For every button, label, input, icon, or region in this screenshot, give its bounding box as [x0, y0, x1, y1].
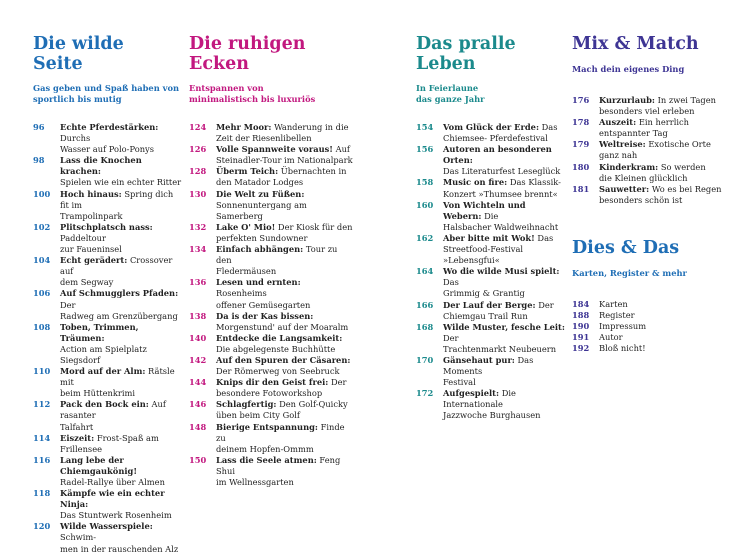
- toc-entry[interactable]: [189, 277, 354, 310]
- toc-entry[interactable]: [33, 189, 183, 222]
- toc-entry[interactable]: [33, 322, 183, 366]
- toc-entry[interactable]: [416, 300, 566, 322]
- entry-heading: Music on fire:: [443, 177, 508, 188]
- toc-entry[interactable]: [416, 200, 566, 233]
- entry-text: Finde zu: [216, 421, 345, 443]
- entry-text-continued: Fledermäusen: [216, 266, 277, 277]
- entry-heading: Lake O' Mio!: [216, 221, 276, 232]
- entry-heading: Kurzurlaub:: [599, 95, 655, 105]
- page-number: 138: [189, 310, 207, 321]
- entry-text-continued: Grimmig & Grantig: [443, 288, 525, 299]
- page-number: 110: [33, 366, 51, 377]
- section-quiet-list: [189, 122, 354, 488]
- entry-text: Register: [599, 310, 635, 321]
- page-number: 168: [416, 321, 434, 332]
- entry-heading: Einfach abhängen:: [216, 244, 304, 255]
- page-number: 188: [572, 310, 590, 321]
- page-number: 154: [416, 122, 434, 132]
- entry-text: In zwei Tagen: [654, 95, 716, 105]
- entry-text: Der: [60, 299, 76, 310]
- entry-text: Exotische Orte: [645, 139, 711, 150]
- entry-text: Durchs: [60, 133, 91, 144]
- toc-entry[interactable]: [416, 355, 566, 388]
- entry-text-continued: Der Römerweg von Seebruck: [216, 366, 340, 377]
- page-number: 98: [33, 155, 45, 166]
- page-number: 132: [189, 221, 207, 232]
- toc-entry[interactable]: [572, 310, 722, 321]
- toc-entry[interactable]: [416, 122, 566, 144]
- page-number: 140: [189, 332, 207, 343]
- entry-text-continued: offener Gemüsegarten: [216, 299, 311, 310]
- section-misc: [572, 238, 722, 354]
- toc-entry[interactable]: [33, 366, 183, 399]
- entry-heading: Überm Teich:: [216, 166, 279, 177]
- entry-text: Spring dich fit im: [60, 188, 174, 210]
- entry-heading: Auf Schmugglers Pfaden:: [60, 288, 179, 299]
- entry-text-continued: Action am Spielplatz Siegsdorf: [60, 343, 147, 365]
- entry-text: Frost-Spaß am Frillensee: [60, 432, 159, 454]
- entry-heading: Die Welt zu Füßen:: [216, 188, 305, 199]
- entry-text-continued: Sonnenuntergang am Samerberg: [216, 199, 307, 221]
- entry-text-continued: Morgenstund' auf der Moaralm: [216, 321, 349, 332]
- entry-text: Crossover auf: [60, 255, 173, 277]
- entry-heading: Mord auf der Alm:: [60, 366, 146, 377]
- entry-text: Wo es bei Regen: [649, 183, 722, 194]
- section-life-title: Das pralle Leben: [416, 34, 516, 74]
- toc-entry[interactable]: [33, 399, 183, 432]
- toc-entry[interactable]: [189, 244, 354, 277]
- page-number: 172: [416, 388, 434, 399]
- section-wild-subtitle: Gas geben und Spaß haben von sportlich bis mutig: [33, 83, 180, 104]
- entry-text-continued: Radel-Rallye über Almen: [60, 477, 165, 487]
- toc-entry[interactable]: [33, 488, 183, 521]
- entry-text-continued: üben beim City Golf: [216, 410, 300, 421]
- page-number: 192: [572, 343, 590, 354]
- entry-text-continued: Radweg am Grenzübergang: [60, 310, 178, 321]
- section-life-list: [416, 122, 566, 422]
- entry-text: Impressum: [599, 321, 647, 332]
- entry-text-continued: dem Segway: [60, 277, 114, 288]
- toc-entry[interactable]: [189, 144, 354, 166]
- toc-entry[interactable]: [189, 355, 354, 377]
- entry-heading: Auszeit:: [599, 117, 637, 128]
- entry-text-continued: beim Hüttenkrimi: [60, 388, 136, 399]
- entry-text: Der: [443, 332, 459, 343]
- page-number: 162: [416, 232, 434, 243]
- toc-entry[interactable]: [572, 117, 722, 139]
- entry-text-continued: Jazzwoche Burghausen: [443, 410, 541, 421]
- toc-entry[interactable]: [416, 144, 566, 177]
- toc-entry[interactable]: [33, 222, 183, 255]
- page-number: 130: [189, 188, 207, 199]
- page-number: 124: [189, 122, 207, 132]
- toc-entry[interactable]: [189, 189, 354, 222]
- entry-text: Der Kiosk für den: [275, 221, 353, 232]
- toc-entry[interactable]: [572, 299, 722, 310]
- page-number: 170: [416, 354, 434, 365]
- entry-heading: Echte Pferdestärken:: [60, 122, 159, 132]
- entry-text-continued: deinem Hopfen-Ommm: [216, 443, 314, 454]
- entry-heading: Lass die Knochen krachen:: [60, 155, 142, 177]
- entry-heading: Aufgespielt:: [443, 388, 500, 399]
- section-quiet-title: Die ruhigen Ecken: [189, 34, 306, 74]
- toc-entry[interactable]: [572, 343, 722, 354]
- toc-entry[interactable]: [572, 139, 722, 161]
- entry-text-continued: Chiemgau Trail Run: [443, 310, 528, 321]
- toc-entry[interactable]: [572, 162, 722, 184]
- entry-text: Auf rasanter: [60, 399, 166, 421]
- entry-text-continued: entspannter Tag: [599, 128, 668, 139]
- toc-entry[interactable]: [189, 311, 354, 333]
- entry-heading: Kinderkram:: [599, 161, 659, 172]
- page-number: 106: [33, 288, 51, 299]
- toc-entry[interactable]: [189, 455, 354, 488]
- section-life: [416, 34, 566, 422]
- section-wild: [33, 34, 183, 555]
- entry-text-continued: Spielen wie ein echter Ritter: [60, 177, 182, 188]
- entry-heading: Wilde Muster, fesche Leit:: [443, 321, 565, 332]
- entry-heading: Auf den Spuren der Cäsaren:: [216, 354, 351, 365]
- page-number: 164: [416, 266, 434, 277]
- entry-heading: Mehr Moor:: [216, 122, 272, 132]
- entry-heading: Entdecke die Langsamkeit:: [216, 332, 343, 343]
- toc-entry[interactable]: [572, 184, 722, 206]
- entry-text: So werden: [658, 161, 706, 172]
- entry-text: Feng Shui: [216, 454, 341, 476]
- entry-text: Autor: [599, 332, 623, 343]
- entry-text: Die Internationale: [443, 388, 516, 410]
- entry-text-continued: Chiemsee- Pferdefestival: [443, 133, 548, 144]
- entry-heading: Von Wichteln und Webern:: [443, 199, 526, 221]
- page-number: 150: [189, 454, 207, 465]
- entry-heading: Vom Glück der Erde:: [443, 122, 540, 132]
- page-number: 118: [33, 488, 51, 499]
- entry-heading: Sauwetter:: [599, 183, 650, 194]
- toc-entry[interactable]: [33, 155, 183, 188]
- page-number: 104: [33, 255, 51, 266]
- entry-text: Der: [328, 377, 347, 388]
- toc-entry[interactable]: [416, 266, 566, 299]
- toc-entry[interactable]: [189, 222, 354, 244]
- page-number: 166: [416, 299, 434, 310]
- entry-text: Ein herrlich: [636, 117, 689, 128]
- entry-text-continued: zur Faueninsel: [60, 244, 122, 255]
- page-number: 112: [33, 399, 51, 410]
- section-misc-title: Dies & Das: [572, 238, 680, 258]
- entry-text: Das Moments: [443, 354, 534, 377]
- entry-heading: Wilde Wasserspiele:: [60, 521, 153, 532]
- entry-text-continued: den Matador Lodges: [216, 177, 304, 188]
- entry-text-continued: die Kleinen glücklich: [599, 172, 688, 183]
- entry-text: Der: [535, 299, 554, 310]
- entry-heading: Knips dir den Geist frei:: [216, 377, 329, 388]
- page-number: 176: [572, 95, 590, 105]
- entry-text: Wanderung in die: [271, 122, 349, 132]
- page-number: 158: [416, 177, 434, 188]
- entry-heading: Schlagfertig:: [216, 399, 277, 410]
- entry-heading: Gänsehaut pur:: [443, 354, 515, 365]
- section-life-subtitle: In Feierlaune das ganze Jahr: [416, 83, 485, 104]
- entry-text-continued: im Wellnessgarten: [216, 477, 294, 487]
- toc-entry[interactable]: [189, 377, 354, 399]
- page-number: 179: [572, 139, 590, 150]
- page-number: 126: [189, 144, 207, 155]
- entry-text: Auf: [332, 144, 350, 155]
- page-number: 181: [572, 183, 590, 194]
- entry-heading: Eiszeit:: [60, 432, 95, 443]
- entry-text-continued: Trachtenmarkt Neubeuern: [443, 343, 557, 354]
- toc-entry[interactable]: [33, 521, 183, 554]
- entry-text: Das: [534, 232, 554, 243]
- page-number: 102: [33, 221, 51, 232]
- section-mix: [572, 34, 722, 206]
- page-number: 108: [33, 321, 51, 332]
- toc-entry[interactable]: [33, 455, 183, 488]
- entry-text-continued: besondere Fotoworkshop: [216, 388, 323, 399]
- entry-text: Schwim-: [60, 532, 97, 543]
- entry-text: Den Golf-Quicky: [276, 399, 348, 410]
- page-number: 146: [189, 399, 207, 410]
- entry-heading: Kämpfe wie ein echter Ninja:: [60, 488, 165, 510]
- toc-entry[interactable]: [416, 322, 566, 355]
- entry-text-continued: Trampolinpark: [60, 210, 123, 221]
- page-number: 116: [33, 454, 51, 465]
- entry-heading: Pack den Bock ein:: [60, 399, 149, 410]
- entry-text-continued: men in der rauschenden Alz: [60, 543, 179, 554]
- entry-heading: Bierige Entspannung:: [216, 421, 318, 432]
- entry-text-continued: ganz nah: [599, 150, 638, 161]
- entry-text: Übernachten in: [278, 166, 347, 177]
- section-quiet: [189, 34, 354, 488]
- toc-entry[interactable]: [33, 122, 183, 155]
- toc-entry[interactable]: [572, 321, 722, 332]
- page-number: 148: [189, 421, 207, 432]
- entry-text-continued: perfekten Sundowner: [216, 232, 308, 243]
- toc-entry[interactable]: [33, 433, 183, 455]
- entry-text: Das: [443, 277, 459, 288]
- entry-heading: Hoch hinaus:: [60, 188, 122, 199]
- entry-heading: Weltreise:: [599, 139, 646, 150]
- entry-text-continued: Halsbacher Waldweihnacht: [443, 221, 559, 232]
- entry-heading: Lesen und ernten:: [216, 277, 301, 288]
- page-number: 100: [33, 188, 51, 199]
- section-wild-title: Die wilde Seite: [33, 34, 124, 74]
- page-number: 134: [189, 244, 207, 255]
- toc-entry[interactable]: [33, 288, 183, 321]
- entry-text-continued: besonders schön ist: [599, 194, 683, 205]
- page-number: 180: [572, 161, 590, 172]
- page-number: 120: [33, 521, 51, 532]
- entry-text: Paddeltour: [60, 232, 106, 243]
- page-number: 144: [189, 377, 207, 388]
- page-number: 156: [416, 144, 434, 155]
- entry-heading: Volle Spannweite voraus!: [216, 144, 333, 155]
- page-number: 96: [33, 122, 45, 132]
- toc-entry[interactable]: [33, 255, 183, 288]
- entry-heading: Toben, Trimmen, Träumen:: [60, 321, 139, 343]
- toc-entry[interactable]: [416, 177, 566, 199]
- section-misc-subtitle: Karten, Register & mehr: [572, 268, 687, 278]
- entry-text-continued: Streetfood-Festival »Lebensgfui«: [443, 244, 524, 266]
- entry-text-continued: besonders viel erleben: [599, 106, 695, 117]
- section-mix-title: Mix & Match: [572, 34, 699, 54]
- toc-entry[interactable]: [572, 95, 722, 117]
- entry-heading: Aber bitte mit Wok!: [443, 232, 535, 243]
- toc-entry[interactable]: [189, 166, 354, 188]
- toc-entry[interactable]: [189, 122, 354, 144]
- page-number: 184: [572, 299, 590, 309]
- entry-text-continued: Das Stuntwerk Rosenheim: [60, 510, 172, 521]
- section-mix-list: [572, 95, 722, 206]
- entry-heading: Echt gerädert:: [60, 255, 128, 266]
- entry-heading: Da is der Kas bissen:: [216, 310, 314, 321]
- page-number: 190: [572, 321, 590, 332]
- entry-text: Tour zu den: [216, 244, 338, 266]
- entry-heading: Autoren an besonderen Orten:: [443, 144, 552, 166]
- toc-entry[interactable]: [572, 332, 722, 343]
- page-number: 142: [189, 354, 207, 365]
- page-number: 191: [572, 332, 590, 343]
- section-quiet-subtitle: Entspannen von minimalistisch bis luxuriös: [189, 83, 316, 104]
- section-mix-subtitle: Mach dein eigenes Ding: [572, 64, 685, 74]
- entry-text-continued: Wasser auf Polo-Ponys: [60, 144, 155, 155]
- toc-entry[interactable]: [416, 388, 566, 421]
- section-wild-list: [33, 122, 183, 555]
- entry-text-continued: Die abgelegenste Buchhütte: [216, 343, 336, 354]
- toc-entry[interactable]: [189, 399, 354, 421]
- entry-heading: Plitschplatsch nass:: [60, 221, 153, 232]
- entry-text: Rosenheims: [216, 288, 267, 299]
- page-number: 114: [33, 432, 51, 443]
- page-number: 178: [572, 117, 590, 128]
- entry-text: Die: [481, 210, 499, 221]
- entry-text: Karten: [599, 299, 628, 309]
- page-number: 136: [189, 277, 207, 288]
- entry-heading: Der Lauf der Berge:: [443, 299, 536, 310]
- toc-entry[interactable]: [189, 422, 354, 455]
- entry-text: Das Klassik-: [507, 177, 561, 188]
- page-number: 128: [189, 166, 207, 177]
- entry-text-continued: Talfahrt: [60, 421, 94, 432]
- entry-heading: Lass die Seele atmen:: [216, 454, 317, 465]
- entry-text: Das: [539, 122, 558, 132]
- entry-heading: Wo die wilde Musi spielt:: [443, 266, 560, 277]
- entry-text: Bloß nicht!: [599, 343, 646, 354]
- entry-text-continued: Festival: [443, 377, 476, 388]
- toc-entry[interactable]: [416, 233, 566, 266]
- entry-text: Rätsle mit: [60, 366, 175, 388]
- entry-text-continued: Zeit der Riesenlibellen: [216, 133, 312, 144]
- entry-text-continued: Konzert »Thumsee brennt«: [443, 188, 558, 199]
- entry-text-continued: Steinadler-Tour im Nationalpark: [216, 155, 353, 166]
- entry-text-continued: Das Literaturfest Leseglück: [443, 166, 561, 177]
- toc-entry[interactable]: [189, 333, 354, 355]
- entry-heading: Lang lebe der Chiemgaukönig!: [60, 454, 137, 476]
- section-misc-list: [572, 299, 722, 354]
- page-number: 160: [416, 199, 434, 210]
